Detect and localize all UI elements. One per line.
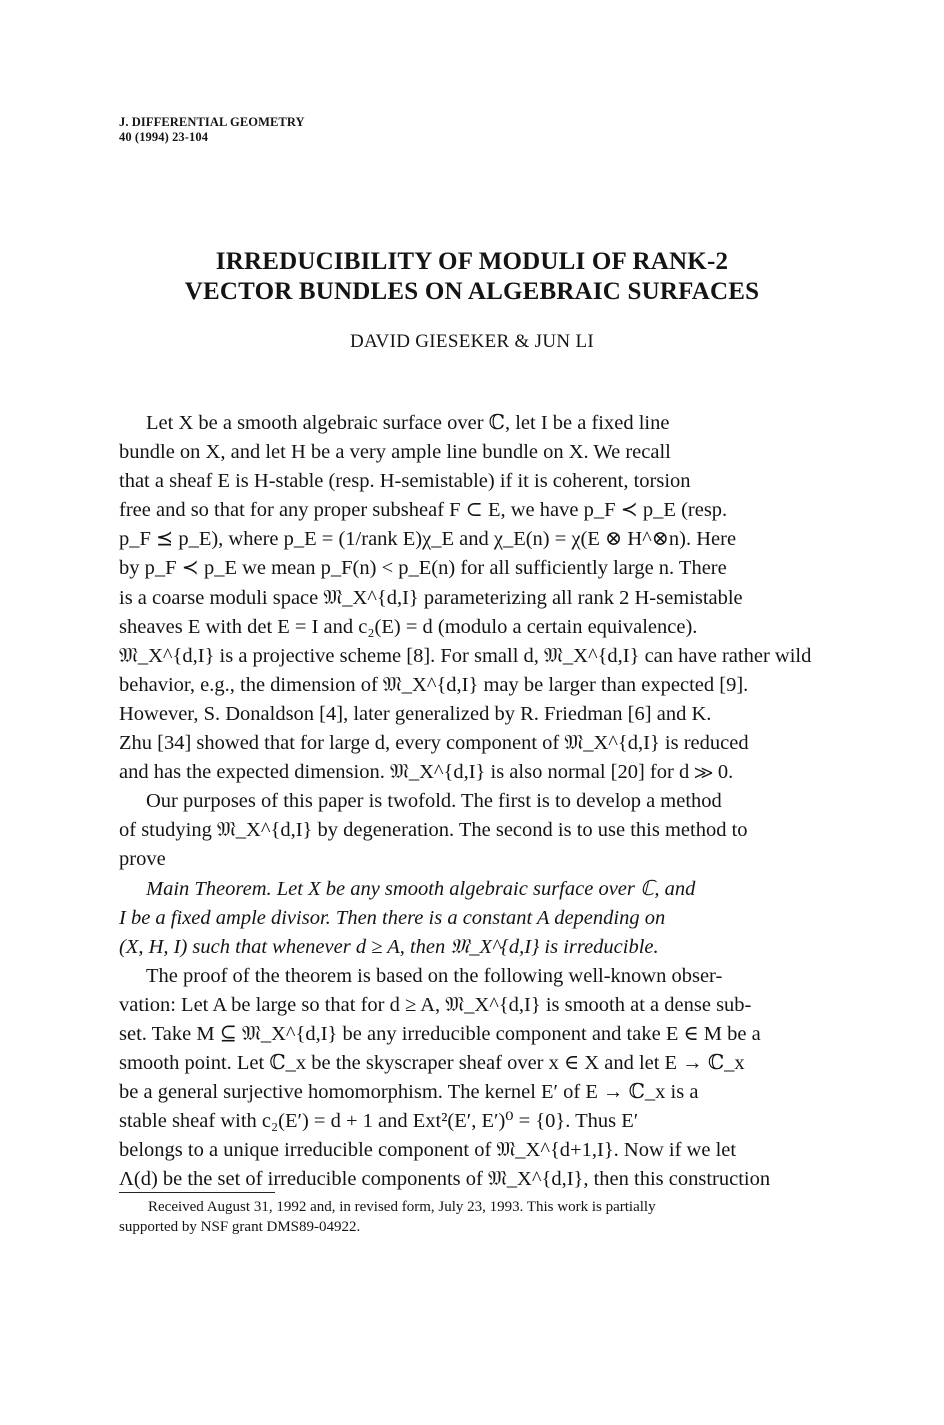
body-line: smooth point. Let ℂ_x be the skyscraper sheaf over x ∈ X and let E → ℂ_x <box>119 1052 745 1075</box>
footnote <box>119 1197 819 1237</box>
theorem-line: Main Theorem. Let X be any smooth algebraic surface over ℂ, and <box>146 877 696 900</box>
body-line: and has the expected dimension. 𝔐_X^{d,I} is also normal [20] for d ≫ 0. <box>119 761 734 784</box>
body-line: sheaves E with det E = I and c₂(E) = d (modulo a certain equivalence). <box>119 615 698 638</box>
footnote-line: supported by NSF grant DMS89-04922. <box>119 1219 361 1235</box>
body-line: p_F ⪯ p_E), where p_E = (1/rank E)χ_E and χ_E(n) = χ(E ⊗ H^⊗n). Here <box>119 528 737 551</box>
body-line: Zhu [34] showed that for large d, every component of 𝔐_X^{d,I} is reduced <box>119 732 749 755</box>
body-line: is a coarse moduli space 𝔐_X^{d,I} parameterizing all rank 2 H-semistable <box>119 586 743 609</box>
title-line-1: IRREDUCIBILITY OF MODULI OF RANK-2 <box>215 248 729 275</box>
journal-volume: 40 (1994) 23-104 <box>119 130 209 144</box>
body-line: 𝔐_X^{d,I} is a projective scheme [8]. For small d, 𝔐_X^{d,I} can have rather wild <box>119 644 812 667</box>
body-line: that a sheaf E is H-stable (resp. H-semistable) if it is coherent, torsion <box>119 470 691 493</box>
body-line: belongs to a unique irreducible component of 𝔐_X^{d+1,I}. Now if we let <box>119 1139 737 1162</box>
body-line: behavior, e.g., the dimension of 𝔐_X^{d,I} may be larger than expected [9]. <box>119 673 749 696</box>
body-line: bundle on X, and let H be a very ample line bundle on X. We recall <box>119 441 671 464</box>
body-line: prove <box>119 848 166 871</box>
journal-header <box>119 115 305 145</box>
paper-authors: DAVID GIESEKER & JUN LI <box>349 331 595 352</box>
body-line: be a general surjective homomorphism. The kernel E′ of E → ℂ_x is a <box>119 1081 699 1104</box>
body-line: The proof of the theorem is based on the following well-known obser- <box>146 964 723 987</box>
footnote-line: Received August 31, 1992 and, in revised form, July 23, 1993. This work is partially <box>148 1199 656 1215</box>
body-line: vation: Let A be large so that for d ≥ A, 𝔐_X^{d,I} is smooth at a dense sub- <box>119 993 752 1016</box>
title-line-2: VECTOR BUNDLES ON ALGEBRAIC SURFACES <box>184 278 760 305</box>
body-line: Let X be a smooth algebraic surface over ℂ, let I be a fixed line <box>146 412 670 434</box>
body-line: stable sheaf with c₂(E′) = d + 1 and Ext²(E′, E′)⁰ = {0}. Thus E′ <box>119 1110 639 1133</box>
body-line: set. Take M ⊆ 𝔐_X^{d,I} be any irreducible component and take E ∈ M be a <box>119 1022 761 1045</box>
body-line: free and so that for any proper subsheaf F ⊂ E, we have p_F ≺ p_E (resp. <box>119 499 728 522</box>
body-line: by p_F ≺ p_E we mean p_F(n) < p_E(n) for all sufficiently large n. There <box>119 557 727 580</box>
body-line: Our purposes of this paper is twofold. The first is to develop a method <box>146 790 722 813</box>
body-line: However, S. Donaldson [4], later generalized by R. Friedman [6] and K. <box>119 702 712 725</box>
body-line: Λ(d) be the set of irreducible components of 𝔐_X^{d,I}, then this construction <box>119 1168 771 1191</box>
paper-title <box>100 247 844 307</box>
footnote-rule <box>119 1192 275 1193</box>
theorem-line: (X, H, I) such that whenever d ≥ A, then 𝔐_X^{d,I} is irreducible. <box>119 935 659 958</box>
paper-body <box>119 409 819 1195</box>
body-line: of studying 𝔐_X^{d,I} by degeneration. The second is to use this method to <box>119 819 748 842</box>
journal-name: J. DIFFERENTIAL GEOMETRY <box>119 115 305 129</box>
theorem-line: I be a fixed ample divisor. Then there is a constant A depending on <box>119 906 666 929</box>
